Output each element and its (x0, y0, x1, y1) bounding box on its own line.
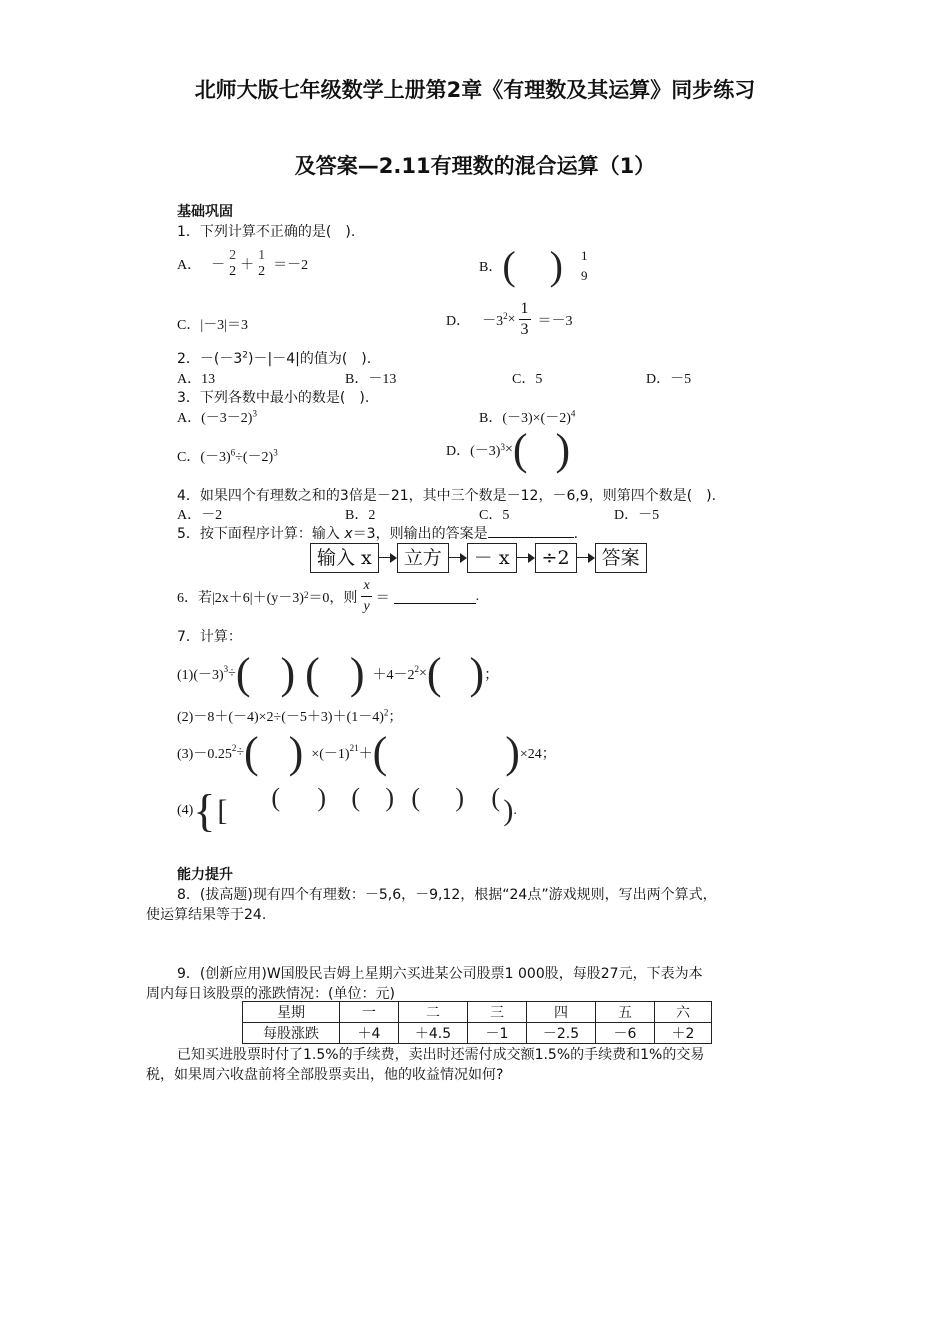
q2-option-c: C．5 (512, 372, 543, 387)
table-cell: －2.5 (527, 1023, 596, 1044)
q4-option-c: C．5 (479, 508, 510, 523)
q3-option-c (177, 446, 278, 466)
table-cell: －1 (468, 1023, 527, 1044)
q1-d-label: D． (446, 313, 471, 329)
q5-answer-blank[interactable] (488, 523, 574, 538)
q7-p1-paren-icon: ) (469, 649, 485, 698)
q7-stem: 7．计算： (177, 629, 242, 645)
q2-stem (177, 348, 371, 368)
q3-a-pre: A．(－3－2) (177, 411, 253, 426)
q7-p4-bracket-icon: [ (217, 794, 228, 827)
q7-p4-end: . (513, 803, 517, 818)
q1-option-c: C．|－3|＝3 (177, 318, 248, 333)
q5-flowchart (310, 543, 647, 573)
table-cell: 每股涨跌 (243, 1023, 340, 1044)
q6-stem-pre: 6．若|2x＋6|＋(y－3) (177, 590, 304, 606)
q5-stem-end: . (573, 526, 579, 542)
q1-b-tail1: 1 (581, 248, 588, 263)
q3-c-exp2: 3 (273, 447, 278, 458)
table-cell: 三 (468, 1002, 527, 1023)
q9-line1: 9．(创新应用)W国股民吉姆上星期六买进某公司股票1 000股，每股27元，下表为本 (177, 966, 703, 982)
q6-stem-mid: ＝0，则 (308, 590, 358, 606)
table-cell: 一 (340, 1002, 399, 1023)
q3-d-right-paren-icon: ) (555, 425, 571, 474)
q7-p3-exp: 2 (231, 743, 237, 753)
q1-d-exp: 2 (503, 311, 508, 321)
q3-c-pre: C．(－3) (177, 450, 231, 465)
table-header-row (243, 1002, 712, 1023)
q1-d-frac-num: 1 (519, 299, 531, 320)
table-cell: ＋4.5 (399, 1023, 468, 1044)
section-basic: 基础巩固 (177, 204, 233, 220)
q1-b-right-paren-icon: ) (549, 243, 563, 288)
q1-a-frac2-den: 2 (258, 264, 266, 279)
page-title-line2: 及答案—2.11有理数的混合运算（1） (294, 154, 656, 178)
q6-stem-exp: 2 (303, 590, 309, 600)
q1-a-frac1-den: 2 (229, 264, 237, 279)
q9-line2: 周内每日该股票的涨跌情况：(单位：元) (146, 986, 395, 1002)
section-advanced: 能力提升 (177, 867, 233, 883)
q7-part1 (177, 649, 499, 698)
q9-line4: 税，如果周六收盘前将全部股票卖出，他的收益情况如何? (146, 1067, 504, 1083)
table-row (243, 1023, 712, 1044)
q6-frac-num: x (361, 576, 371, 597)
flow-box-divide: ÷2 (535, 543, 577, 573)
q3-d-exp: 3 (500, 442, 505, 452)
table-cell: 五 (596, 1002, 655, 1023)
flow-arrow-icon (449, 545, 467, 571)
q1-a-label: A． (177, 258, 202, 273)
table-cell: ＋4 (340, 1023, 399, 1044)
q7-p3-paren-icon: ) (505, 728, 520, 777)
q7-p1-div: ÷ (228, 666, 236, 681)
flow-box-minus-x: － x (467, 543, 517, 573)
q1-d-pre: －3 (482, 313, 504, 329)
q3-d-times: × (504, 442, 513, 457)
q2-stem-pre: 2．－(－3 (177, 351, 243, 367)
q1-option-b (479, 243, 588, 288)
stock-change-table (242, 1001, 712, 1044)
q1-d-frac (519, 299, 531, 340)
q3-c-exp1: 6 (230, 447, 236, 458)
q3-a-exp: 3 (252, 408, 257, 419)
table-cell: 星期 (243, 1002, 340, 1023)
q2-option-d: D．－5 (646, 372, 692, 387)
q1-d-times: × (507, 311, 516, 327)
q3-option-a (177, 407, 257, 427)
q7-p4-close-paren-icon: ) (503, 794, 514, 827)
q7-p4-pre: (4) (177, 803, 194, 818)
q2-stem-post: )－|－4|的值为( ). (248, 351, 372, 367)
q8-line1: 8．(拔高题)现有四个有理数：－5,6，－9,12，根据“24点”游戏规则，写出两个算式， (177, 887, 717, 903)
flow-arrow-icon (577, 545, 595, 571)
q1-a-plus: ＋ (240, 258, 255, 273)
q7-part4 (177, 783, 517, 836)
q7-p1-paren-icon: ) (349, 649, 365, 698)
q7-p1-exp: 3 (223, 664, 229, 674)
flow-arrow-icon (517, 545, 535, 571)
q7-p2-end: ； (388, 710, 403, 725)
q5-stem-mid: ＝3，则输出的答案是 (352, 526, 488, 542)
q7-p1-paren-icon: ( (305, 649, 320, 698)
q6-stem (177, 576, 479, 617)
q7-p3-paren-icon: ) (288, 728, 304, 777)
flow-box-answer: 答案 (595, 543, 647, 573)
q1-a-prefix: － (211, 258, 226, 273)
q1-a-frac1 (227, 248, 238, 280)
q3-d-left-paren-icon: ( (512, 425, 528, 474)
q1-a-frac1-num: 2 (229, 248, 237, 263)
q1-option-a (177, 248, 308, 280)
q4-option-a: A．－2 (177, 508, 223, 523)
q6-stem-end: . (475, 588, 480, 604)
q4-option-d: D．－5 (614, 508, 660, 523)
q7-p1-times: × (418, 666, 427, 681)
q4-option-b: B．2 (345, 508, 376, 523)
table-cell: 六 (655, 1002, 712, 1023)
q7-p2-pre: (2)－8＋(－4)×2÷(－5＋3)＋(1－4) (177, 710, 384, 725)
q7-p1-paren-icon: ( (426, 649, 442, 698)
q7-p3-div: ÷ (236, 745, 245, 760)
q7-p1-end: ； (484, 668, 499, 683)
table-cell: ＋2 (655, 1023, 712, 1044)
q7-p3-mid-exp: 21 (349, 743, 359, 753)
q3-c-mid: ÷(－2) (235, 450, 274, 465)
q7-p4-expression-body: ( ) ( ) ( ) ( (271, 783, 501, 812)
q6-answer-blank[interactable] (394, 589, 476, 604)
table-cell: 四 (527, 1002, 596, 1023)
q7-p1-mid-exp: 2 (414, 664, 419, 674)
q7-p1-paren-icon: ) (280, 649, 296, 698)
q1-b-tail2: 9 (581, 268, 588, 283)
q3-option-d (446, 425, 571, 474)
q3-b-exp: 4 (570, 408, 576, 419)
q7-part3 (177, 728, 556, 777)
q7-p3-paren-icon: ( (244, 728, 259, 777)
q3-b-pre: B．(－3)×(－2) (479, 411, 571, 426)
q6-frac-den: y (363, 599, 370, 614)
q6-frac (361, 576, 371, 617)
q7-part2 (177, 706, 402, 726)
table-cell: 二 (399, 1002, 468, 1023)
q2-option-b: B．－13 (345, 372, 397, 387)
flow-box-cube: 立方 (397, 543, 449, 573)
q4-stem: 4．如果四个有理数之和的3倍是－21，其中三个数是－12，－6,9，则第四个数是( ). (177, 488, 717, 504)
flow-arrow-icon (379, 545, 397, 571)
q5-stem (177, 523, 578, 543)
q7-p3-pre: (3)－0.25 (177, 747, 232, 762)
q3-option-b (479, 407, 575, 427)
q7-p1-mid-pre: ＋4－2 (372, 668, 415, 683)
q7-p3-paren-icon: ( (372, 728, 388, 777)
q1-a-frac2 (256, 248, 267, 280)
q7-p4-brace-icon: { (193, 785, 216, 836)
page-title-line1: 北师大版七年级数学上册第2章《有理数及其运算》同步练习 (194, 78, 756, 102)
q2-stem-exp: 2 (242, 350, 249, 361)
q3-d-pre: D．(－3) (446, 444, 501, 459)
q7-p3-end: ×24； (519, 747, 556, 762)
q7-p3-plus: ＋ (358, 747, 373, 762)
table-cell: －6 (596, 1023, 655, 1044)
q2-option-a: A．13 (177, 372, 216, 387)
q7-p1-pre: (1)(－3) (177, 668, 224, 683)
q7-p3-mid-pre: ×(－1) (311, 747, 350, 762)
q7-p1-paren-icon: ( (235, 649, 251, 698)
q6-stem-eq: ＝ (375, 590, 390, 606)
q8-line2: 使运算结果等于24. (146, 907, 267, 923)
q9-line3: 已知买进股票时付了1.5%的手续费，卖出时还需付成交额1.5%的手续费和1%的交易 (177, 1047, 705, 1063)
q1-option-d (446, 299, 573, 340)
q5-stem-pre: 5．按下面程序计算：输入 (177, 526, 340, 542)
q1-b-left-paren-icon: ( (502, 243, 516, 288)
q1-stem: 1．下列计算不正确的是( ). (177, 224, 356, 240)
q1-d-result: ＝－3 (537, 313, 573, 329)
q5-stem-var: x (344, 526, 353, 542)
flow-box-input: 输入 x (310, 543, 379, 573)
q1-b-label: B． (479, 260, 503, 275)
q1-d-frac-den: 3 (520, 321, 529, 338)
q7-p2-exp: 2 (383, 707, 389, 718)
q1-a-result: ＝－2 (273, 258, 309, 273)
q3-stem: 3．下列各数中最小的数是( ). (177, 390, 370, 406)
q1-a-frac2-num: 1 (258, 248, 266, 263)
